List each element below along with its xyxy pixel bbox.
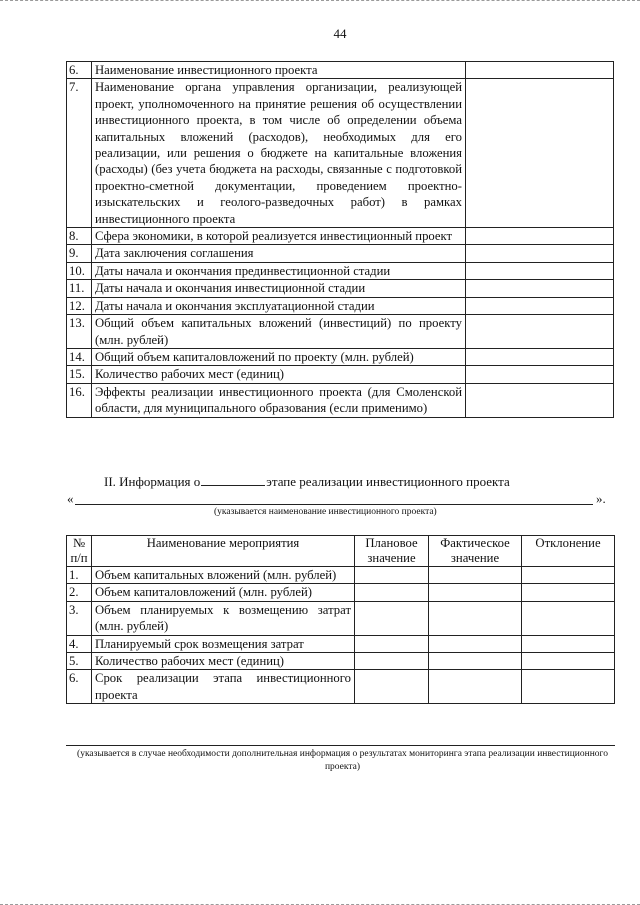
activity-name: Объем капитальных вложений (млн. рублей) <box>92 567 355 584</box>
row-number: 1. <box>67 567 92 584</box>
row-number: 14. <box>67 348 92 365</box>
row-value-cell <box>466 79 614 228</box>
header-activity: Наименование мероприятия <box>92 536 355 567</box>
table-row <box>67 297 614 314</box>
row-number: 15. <box>67 366 92 383</box>
quote-open: « <box>67 491 74 506</box>
table-row <box>67 670 615 704</box>
deviation-cell <box>522 670 615 704</box>
row-value-cell <box>466 383 614 417</box>
row-number: 10. <box>67 262 92 279</box>
row-label: Эффекты реализации инвестиционного проекта (для Смоленской области, для муниципального образования (если применимо) <box>92 383 466 417</box>
row-number: 6. <box>67 62 92 79</box>
planned-value-cell <box>355 670 429 704</box>
table-row <box>67 79 614 228</box>
activity-name: Количество рабочих мест (единиц) <box>92 653 355 670</box>
footnote-line <box>66 745 615 746</box>
row-label: Наименование инвестиционного проекта <box>92 62 466 79</box>
row-value-cell <box>466 228 614 245</box>
planned-value-cell <box>355 635 429 652</box>
table-row <box>67 567 615 584</box>
deviation-cell <box>522 567 615 584</box>
row-value-cell <box>466 297 614 314</box>
row-number: 9. <box>67 245 92 262</box>
actual-value-cell <box>429 601 522 635</box>
activity-name: Объем капиталовложений (млн. рублей) <box>92 584 355 601</box>
deviation-cell <box>522 601 615 635</box>
row-number: 3. <box>67 601 92 635</box>
row-number: 11. <box>67 280 92 297</box>
row-number: 5. <box>67 653 92 670</box>
project-name-line <box>75 504 593 505</box>
row-label: Наименование органа управления организации, реализующей проект, уполномоченного на принятие решения об осуществлении инвестиционного проекта, в том числе об определении объема капитальных вложений (расходов), необходимых для его реализации, или решения о бюджете на капитальные вложения (расходы) (без учета бюджета на расходы, связанные с подготовкой проектно-сметной документации, проведением проектно-изыскательских и геолого-разведочных работ) в рамках инвестиционного проекта <box>92 79 466 228</box>
actual-value-cell <box>429 653 522 670</box>
actual-value-cell <box>429 635 522 652</box>
row-number: 2. <box>67 584 92 601</box>
row-number: 6. <box>67 670 92 704</box>
header-num: № п/п <box>67 536 92 567</box>
table-row <box>67 262 614 279</box>
bottom-scan-edge <box>0 901 640 905</box>
stage-monitoring-table <box>66 535 615 704</box>
row-label: Сфера экономики, в которой реализуется инвестиционный проект <box>92 228 466 245</box>
deviation-cell <box>522 653 615 670</box>
row-label: Общий объем капиталовложений по проекту (млн. рублей) <box>92 348 466 365</box>
planned-value-cell <box>355 653 429 670</box>
row-number: 8. <box>67 228 92 245</box>
activity-name: Объем планируемых к возмещению затрат (млн. рублей) <box>92 601 355 635</box>
row-label: Дата заключения соглашения <box>92 245 466 262</box>
project-info-table <box>66 61 614 418</box>
row-label: Даты начала и окончания эксплуатационной стадии <box>92 297 466 314</box>
section-2-title <box>104 474 510 490</box>
row-value-cell <box>466 262 614 279</box>
activity-name: Срок реализации этапа инвестиционного проекта <box>92 670 355 704</box>
header-actual: Фактическое значение <box>429 536 522 567</box>
row-value-cell <box>466 245 614 262</box>
row-value-cell <box>466 315 614 349</box>
table-row <box>67 601 615 635</box>
actual-value-cell <box>429 584 522 601</box>
actual-value-cell <box>429 567 522 584</box>
section-2-title-end: этапе реализации инвестиционного проекта <box>266 474 510 489</box>
page-number: 44 <box>333 26 347 41</box>
row-number: 12. <box>67 297 92 314</box>
header-deviation: Отклонение <box>522 536 615 567</box>
row-number: 4. <box>67 635 92 652</box>
deviation-cell <box>522 635 615 652</box>
row-value-cell <box>466 348 614 365</box>
footnote: (указывается в случае необходимости дополнительная информация о результатах мониторинга этапа реализации инвестиционного проекта) <box>77 749 608 772</box>
row-value-cell <box>466 62 614 79</box>
planned-value-cell <box>355 584 429 601</box>
table-row <box>67 366 614 383</box>
section-2-title-start: II. Информация о <box>104 474 201 489</box>
table-row <box>67 383 614 417</box>
header-planned: Плановое значение <box>355 536 429 567</box>
actual-value-cell <box>429 670 522 704</box>
row-number: 13. <box>67 315 92 349</box>
quote-close: ». <box>596 491 606 506</box>
top-scan-edge <box>0 0 640 4</box>
row-label: Даты начала и окончания инвестиционной стадии <box>92 280 466 297</box>
table-header-row <box>67 536 615 567</box>
planned-value-cell <box>355 567 429 584</box>
table-row <box>67 228 614 245</box>
row-number: 16. <box>67 383 92 417</box>
row-label: Количество рабочих мест (единиц) <box>92 366 466 383</box>
table-row <box>67 62 614 79</box>
table-row <box>67 280 614 297</box>
table-row <box>67 653 615 670</box>
stage-blank-field <box>201 474 265 486</box>
table-row <box>67 348 614 365</box>
row-label: Общий объем капитальных вложений (инвестиций) по проекту (млн. рублей) <box>92 315 466 349</box>
table-row <box>67 245 614 262</box>
row-label: Даты начала и окончания прединвестиционной стадии <box>92 262 466 279</box>
table-row <box>67 584 615 601</box>
project-name-hint: (указывается наименование инвестиционного проекта) <box>214 507 437 517</box>
row-value-cell <box>466 366 614 383</box>
row-value-cell <box>466 280 614 297</box>
row-number: 7. <box>67 79 92 228</box>
table-row <box>67 635 615 652</box>
deviation-cell <box>522 584 615 601</box>
table-row <box>67 315 614 349</box>
planned-value-cell <box>355 601 429 635</box>
activity-name: Планируемый срок возмещения затрат <box>92 635 355 652</box>
